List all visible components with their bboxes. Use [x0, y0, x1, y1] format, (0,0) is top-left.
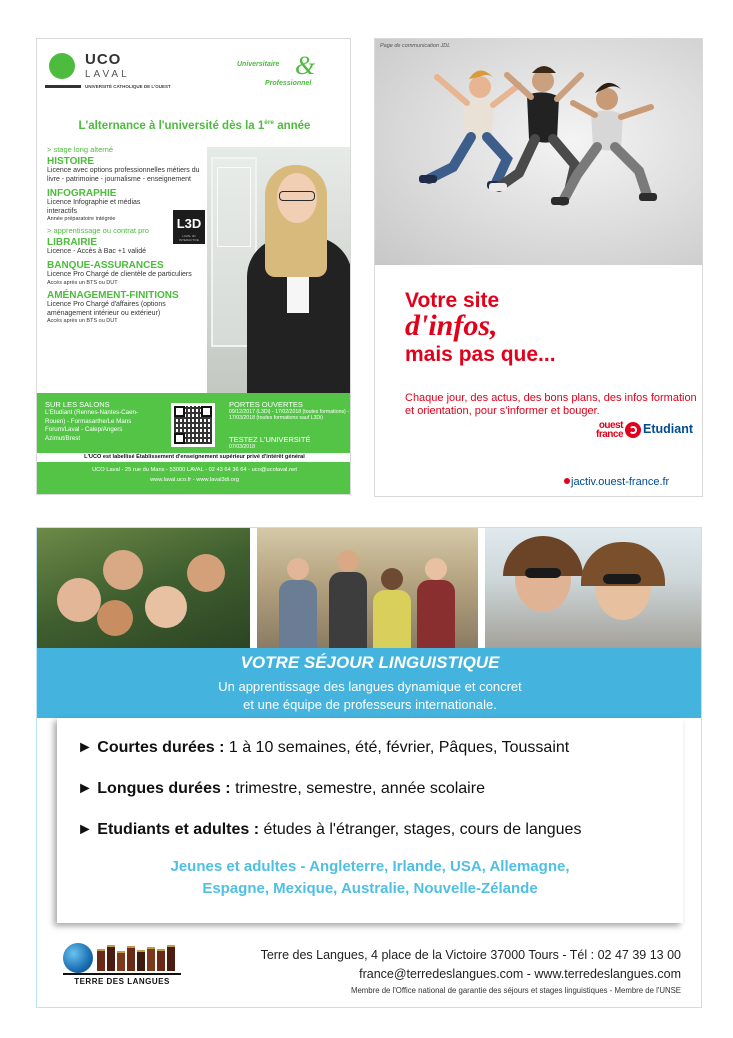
- program-desc: Licence Pro Chargé d'affaires (options aménagement intérieur ou extérieur): [47, 301, 166, 317]
- program-item: [47, 290, 212, 325]
- two-girls-photo: [485, 528, 702, 648]
- jactiv-url-link[interactable]: jactiv.ouest-france.fr: [571, 476, 670, 488]
- tdl-destinations-2: Espagne, Mexique, Australie, Nouvelle-Zélande: [202, 880, 538, 897]
- uco-logo-icon: [49, 53, 75, 79]
- of-title-line-1: Votre site: [405, 289, 500, 312]
- program-title: LIBRAIRIE: [47, 236, 97, 248]
- jactiv-dot-icon: [564, 478, 570, 484]
- uco-tagline-amp: &: [295, 51, 316, 80]
- ouest-france-ad: [374, 38, 703, 497]
- tdl-logo-text: TERRE DES LANGUES: [74, 977, 170, 986]
- etudiant-label: Etudiant: [643, 422, 693, 436]
- program-item: [47, 260, 212, 286]
- uco-ad: [36, 38, 351, 495]
- tdl-address: Terre des Langues, 4 place de la Victoire 37000 Tours - Tél : 02 47 39 13 00: [260, 948, 681, 962]
- terre-des-langues-ad: [36, 527, 702, 1008]
- program-desc: Licence - Accès à Bac +1 validé: [47, 247, 147, 255]
- portes-ouvertes-text: 09/12/2017 (L3Di) - 17/02/2018 (toutes formations) - 17/03/2018 (toutes formations sauf L3Di): [229, 409, 349, 422]
- uco-tagline-2: Professionnel: [265, 80, 312, 87]
- tdl-membership: Membre de l'Office national de garantie des séjours et stages linguistiques - Membre de l'UNSE: [350, 986, 681, 995]
- tdl-item: ► Courtes durées : 1 à 10 semaines, été, février, Pâques, Toussaint: [77, 739, 570, 756]
- of-title-line-2: d'infos,: [405, 309, 498, 342]
- program-title: BANQUE-ASSURANCES: [47, 260, 164, 271]
- program-item: [47, 156, 212, 184]
- terre-des-langues-logo: [57, 933, 207, 998]
- testez-date: 07/03/2018: [229, 444, 255, 450]
- communication-note: Page de communication JDL: [380, 43, 451, 49]
- tdl-item: ► Etudiants et adultes : études à l'étranger, stages, cours de langues: [77, 821, 582, 838]
- dancers-photo: [375, 39, 703, 265]
- uco-address: UCO Laval - 25 rue du Mans - 53000 LAVAL - 02 43 64 36 64 - uco@ucolaval.net: [92, 467, 297, 473]
- program-note: Année préparatoire intégrée: [47, 216, 116, 222]
- salons-text: L'Etudiant (Rennes-Nantes-Caen-Rouen) - Formasarthe/Le Mans Forum/Laval - Calep/Angers Azimut/Brest: [45, 409, 139, 442]
- uco-student-photo: [207, 147, 351, 393]
- uco-tagline-1: Universitaire: [237, 61, 280, 68]
- tdl-contact-links[interactable]: france@terredeslangues.com - www.terredeslangues.com: [359, 967, 681, 981]
- program-desc: Licence Pro Chargé de clientèle de particuliers: [47, 271, 192, 278]
- uco-brand-full: UNIVERSITÉ CATHOLIQUE DE L'OUEST: [85, 84, 171, 89]
- program-desc: Licence Infographie et médias interactifs: [47, 199, 141, 215]
- salons-title: SUR LES SALONS: [45, 400, 110, 409]
- students-lying-photo: [37, 528, 250, 648]
- uco-group-label: > apprentissage ou contrat pro: [47, 225, 149, 235]
- globe-icon: [63, 943, 93, 973]
- dancers-illustration: [375, 39, 703, 265]
- program-title: INFOGRAPHIE: [47, 188, 117, 199]
- of-title-line-3: mais pas que...: [405, 343, 556, 366]
- program-title: HISTOIRE: [47, 156, 95, 167]
- tdl-info-box: [57, 718, 683, 923]
- uco-logo-book-icon: [45, 85, 81, 88]
- uco-brand-city: LAVAL: [85, 69, 130, 80]
- tdl-item: ► Longues durées : trimestre, semestre, année scolaire: [77, 780, 485, 797]
- tdl-destinations-1: Jeunes et adultes - Angleterre, Irlande, USA, Allemagne,: [170, 858, 570, 875]
- tdl-heading: VOTRE SÉJOUR LINGUISTIQUE: [240, 653, 500, 672]
- testez-title: TESTEZ L'UNIVERSITÉ: [229, 435, 311, 444]
- program-note: Accès après un BTS ou DUT: [47, 279, 118, 286]
- qr-code-icon[interactable]: [171, 403, 215, 447]
- students-group-photo: [257, 528, 478, 648]
- program-desc: Licence avec options professionnelles métiers du livre - patrimoine - journalisme - enseignement: [47, 167, 200, 183]
- program-note: Accès après un BTS ou DUT: [47, 318, 118, 324]
- portes-ouvertes-title: PORTES OUVERTES: [229, 400, 303, 409]
- uco-headline: L'alternance à l'université dès la 1ère année: [78, 119, 311, 132]
- uco-label-bar: L'UCO est labellisé Établissement d'enseignement supérieur privé d'intérêt général: [37, 453, 351, 462]
- program-title: AMÉNAGEMENT-FINITIONS: [47, 290, 179, 301]
- uco-website-links[interactable]: www.laval.uco.fr - www.laval3di.org: [150, 477, 239, 483]
- uco-brand: UCO: [85, 51, 122, 68]
- uco-group-label: > stage long alterné: [47, 145, 114, 154]
- uco-info-panel: [37, 393, 351, 495]
- tdl-subheading-1: Un apprentissage des langues dynamique et concret: [218, 679, 522, 694]
- tdl-subheading-2: et une équipe de professeurs internationale.: [243, 697, 497, 712]
- of-description: Chaque jour, des actus, des bons plans, des infos formation et orientation, pour s'informer et bouger.: [405, 392, 697, 417]
- ouest-france-etudiant-logo: ouest france Etudiant: [595, 420, 693, 440]
- l3di-logo: L3D LAVAL 3D INTERACTIVE: [173, 210, 205, 244]
